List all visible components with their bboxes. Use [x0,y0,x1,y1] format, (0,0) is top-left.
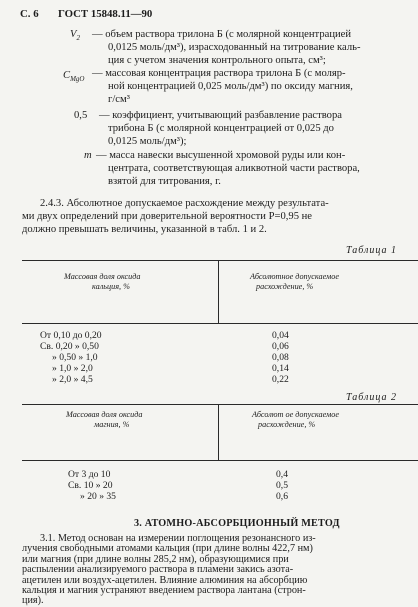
column-header: Абсолютное допускаемое [250,272,339,281]
paragraph-line: 2.4.3. Абсолютное допускаемое расхождение между результата- [40,198,329,209]
definition-line: 0,0125 моль/дм³), израсходованный на титрование каль- [108,42,361,53]
section-line: кальция и магния устраняют введением раствора лантана (строн- [22,585,306,596]
symbol-coefficient: 0,5 [74,110,88,121]
table-header-rule [22,460,418,461]
table-cell-value: 0,06 [272,341,289,352]
column-header: магния, % [94,420,130,429]
definition-line: 0,0125 моль/дм³); [108,136,187,147]
definition-line: ной концентрацией 0,025 моль/дм³) по оксиду магния, [108,81,353,92]
column-divider [218,260,219,323]
section-line: или магния (при длине волны 285,2 нм), образующимися при [22,553,289,565]
table-caption: Таблица 2 [346,392,397,403]
column-header: расхождение, % [256,282,314,291]
column-header: кальция, % [92,282,130,291]
section-line: ция). [22,595,44,607]
definition-line: ция с учетом значения контрольного опыта, см³; [108,55,326,66]
table-cell-range: » 0,50 » 1,0 [52,352,98,363]
table-cell-value: 0,14 [272,363,289,374]
table-cell-value: 0,22 [272,374,289,385]
definition-line: г/см³ [108,94,130,105]
table-cell-value: 0,04 [272,330,289,341]
table-cell-range: От 0,10 до 0,20 [40,330,102,341]
symbol-m: m [84,150,92,161]
section-line: лучения свободными атомами кальция (при длине волны 422,7 нм) [22,543,313,555]
table-cell-range: » 20 » 35 [80,491,116,502]
definition-line: — массовая концентрация раствора трилона Б (с моляр- [92,68,346,79]
section-line: 3.1. Метод основан на измерении поглощения резонансного из- [40,533,316,544]
table-cell-value: 0,08 [272,352,289,363]
section-line: распылении анализируемого раствора в пламени закись азота- [22,564,294,576]
column-header: Абсолют ое допускаемое [252,410,339,419]
table-top-rule [22,404,418,405]
definition-line: — коэффициент, учитывающий разбавление раствора [99,110,342,121]
symbol-cmgo: $C_{MgO}$ [63,70,85,84]
table-cell-range: » 1,0 » 2,0 [52,363,93,374]
definition-line: центрата, соответствующая аликвотной части раствора, [108,163,360,174]
definition-line: трибона Б (с молярной концентрацией от 0,025 до [108,123,334,134]
definition-line: — масса навески высушенной хромовой руды или кон- [96,150,346,161]
table-cell-range: Св. 10 » 20 [68,480,113,491]
paragraph-line: должно превышать величины, указанной в табл. 1 и 2. [22,224,267,235]
table-cell-range: Св. 0,20 » 0,50 [40,341,99,352]
table-cell-range: От 3 до 10 [68,469,111,480]
section-title: 3. АТОМНО-АБСОРБЦИОННЫЙ МЕТОД [134,518,340,529]
table-cell-value: 0,4 [276,469,288,480]
table-caption: Таблица 1 [346,245,397,256]
table-top-rule [22,260,418,261]
definition-line: взятой для титрования, г. [108,176,221,187]
column-divider [218,404,219,460]
table-cell-range: » 2,0 » 4,5 [52,374,93,385]
table-cell-value: 0,5 [276,480,288,491]
standard-number: ГОСТ 15848.11—90 [58,8,153,20]
page-number: С. 6 [20,8,39,20]
section-line: ацетилен или воздух-ацетилен. Влияние алюминия на абсорбцию [22,574,308,586]
definition-line: — объем раствора трилона Б (с молярной концентрацией [92,29,352,40]
table-cell-value: 0,6 [276,491,288,502]
column-header: Массовая доля оксида [64,272,141,281]
table-header-rule [22,323,418,324]
paragraph-line: ми двух определений при доверительной вероятности P=0,95 не [22,211,313,222]
column-header: расхождение, % [258,420,316,429]
symbol-v2: $V_2$ [70,29,80,43]
column-header: Массовая доля оксида [66,410,143,419]
